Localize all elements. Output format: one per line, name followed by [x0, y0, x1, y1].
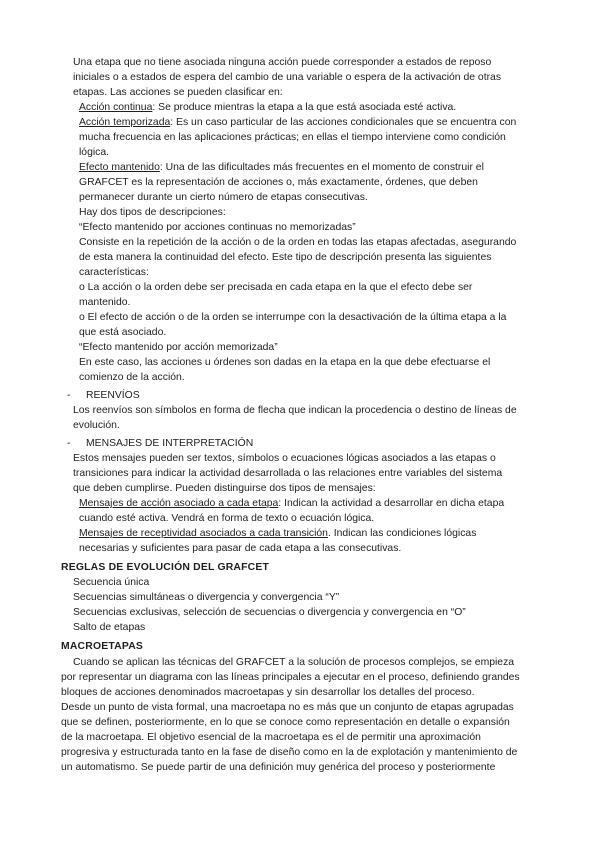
mensajes-bullet: - [67, 438, 71, 449]
efecto-line-14: En este caso, las acciones u órdenes son dadas en la etapa en la que debe efectuarse el [79, 357, 491, 368]
mensajes-line-2: transiciones para indicar la actividad desarrollada o las relaciones entre variables del sistema [73, 468, 503, 479]
macroetapas-line-7: progresiva y estructurada tanto en la fase de diseño como en la de explotación y mantenimiento de [61, 747, 518, 758]
macroetapas-line-8: un automatismo. Se puede partir de una definición muy genérica del proceso y posteriormente [61, 762, 496, 773]
efecto-line-4: Hay dos tipos de descripciones: [79, 207, 226, 218]
macroetapas-heading: MACROETAPAS [61, 641, 144, 652]
mensajes-accion-text: : Indican la actividad a desarrollar en dicha etapa [278, 498, 505, 509]
intro-line-2: iniciales o a estados de espera del cambio de una variable o espera de la activación de otras [73, 72, 502, 83]
accion-continua-text: : Se produce mientras la etapa a la que está asociada esté activa. [152, 102, 457, 113]
mensajes-line-1: Estos mensajes pueden ser textos, símbolos o ecuaciones lógicas asociados a las etapas o [73, 453, 496, 464]
efecto-line-9: o La acción o la orden debe ser precisada en cada etapa en la que el efecto debe ser [79, 282, 473, 293]
macroetapas-line-1: Cuando se aplican las técnicas del GRAFCET a la solución de procesos complejos, se empieza [73, 657, 515, 668]
efecto-mantenido-text: : Una de las dificultades más frecuentes en el momento de construir el [159, 162, 484, 173]
reenvios-heading: REENVÍOS [86, 390, 140, 401]
macroetapas-line-4: Desde un punto de vista formal, una macroetapa no es más que un conjunto de etapas agrupadas [61, 702, 514, 713]
mensajes-line-3: que deben cumplirse. Pueden distinguirse dos tipos de mensajes: [73, 483, 376, 494]
efecto-line-13: “Efecto mantenido por acción memorizada” [79, 342, 278, 353]
efecto-line-5: “Efecto mantenido por acciones continuas no memorizadas” [79, 222, 356, 233]
efecto-line-11: o El efecto de acción o de la orden se interrumpe con la desactivación de la última etapa a la [79, 312, 507, 323]
intro-line-3: etapas. Las acciones se pueden clasificar en: [73, 87, 283, 98]
intro-line-1: Una etapa que no tiene asociada ninguna acción puede corresponder a estados de reposo [73, 57, 492, 68]
macroetapas-line-5: que se definen, posteriormente, en lo que se conoce como representación en detalle o expansión [61, 717, 510, 728]
accion-temporizada-line-2: mucha frecuencia en las aplicaciones prácticas; en ellas el tiempo interviene como condición [79, 132, 506, 143]
efecto-line-10: mantenido. [79, 297, 131, 308]
accion-continua-line [79, 101, 456, 114]
efecto-line-15: comienzo de la acción. [79, 372, 185, 383]
efecto-mantenido-line [79, 161, 484, 174]
reenvios-line-2: evolución. [73, 420, 120, 431]
reglas-heading: REGLAS DE EVOLUCIÓN DEL GRAFCET [61, 562, 270, 573]
efecto-line-12: que está asociado. [79, 327, 167, 338]
efecto-line-8: características: [79, 267, 149, 278]
mensajes-receptividad-text: . Indican las condiciones lógicas [327, 528, 477, 539]
macroetapas-line-2: por representar un diagrama con las líneas principales a ejecutar en el proceso, definiendo grandes [61, 672, 520, 683]
macroetapas-line-3: bloques de acciones denominados macroetapas y sin desarrollar los detalles del proceso. [61, 687, 475, 698]
reenvios-bullet: - [67, 390, 71, 401]
mensajes-accion-line [79, 497, 504, 510]
efecto-line-3: permanecer durante un cierto número de etapas consecutivas. [79, 192, 368, 203]
accion-temporizada-line [79, 116, 516, 129]
mensajes-receptividad-line [79, 527, 476, 540]
efecto-line-6: Consiste en la repetición de la acción o de la orden en todas las etapas afectadas, asegurando [79, 237, 517, 248]
reglas-item-1: Secuencia única [73, 577, 150, 588]
mensajes-receptividad-term: Mensajes de receptividad asociados a cada transición [79, 528, 328, 539]
efecto-mantenido-term: Efecto mantenido [79, 162, 160, 173]
reglas-item-2: Secuencias simultáneas o divergencia y convergencia “Y” [73, 592, 340, 603]
accion-temporizada-line-3: lógica. [79, 147, 110, 158]
accion-temporizada-text: : Es un caso particular de las acciones condicionales que se encuentra con [170, 117, 517, 128]
reglas-item-3: Secuencias exclusivas, selección de secuencias o divergencia y convergencia en “O” [73, 607, 466, 618]
macroetapas-line-6: de la macroetapa. El objetivo esencial de la macroetapa es el de permitir una aproximación [61, 732, 481, 743]
efecto-line-7: de esta manera la continuidad del efecto. Este tipo de descripción presenta las siguientes [79, 252, 492, 263]
reglas-item-4: Salto de etapas [73, 622, 146, 633]
mensajes-accion-line-2: cuando esté activa. Vendrá en forma de texto o ecuación lógica. [79, 513, 375, 524]
reenvios-line-1: Los reenvíos son símbolos en forma de flecha que indican la procedencia o destino de líneas de [73, 405, 517, 416]
mensajes-heading: MENSAJES DE INTERPRETACIÓN [86, 438, 254, 449]
mensajes-receptividad-line-2: necesarias y suficientes para pasar de cada etapa a las consecutivas. [79, 543, 402, 554]
accion-continua-term: Acción continua [79, 102, 153, 113]
efecto-line-2: GRAFCET es la representación de acciones o, más exactamente, órdenes, que deben [79, 177, 478, 188]
mensajes-accion-term: Mensajes de acción asociado a cada etapa [79, 498, 279, 509]
accion-temporizada-term: Acción temporizada [79, 117, 171, 128]
